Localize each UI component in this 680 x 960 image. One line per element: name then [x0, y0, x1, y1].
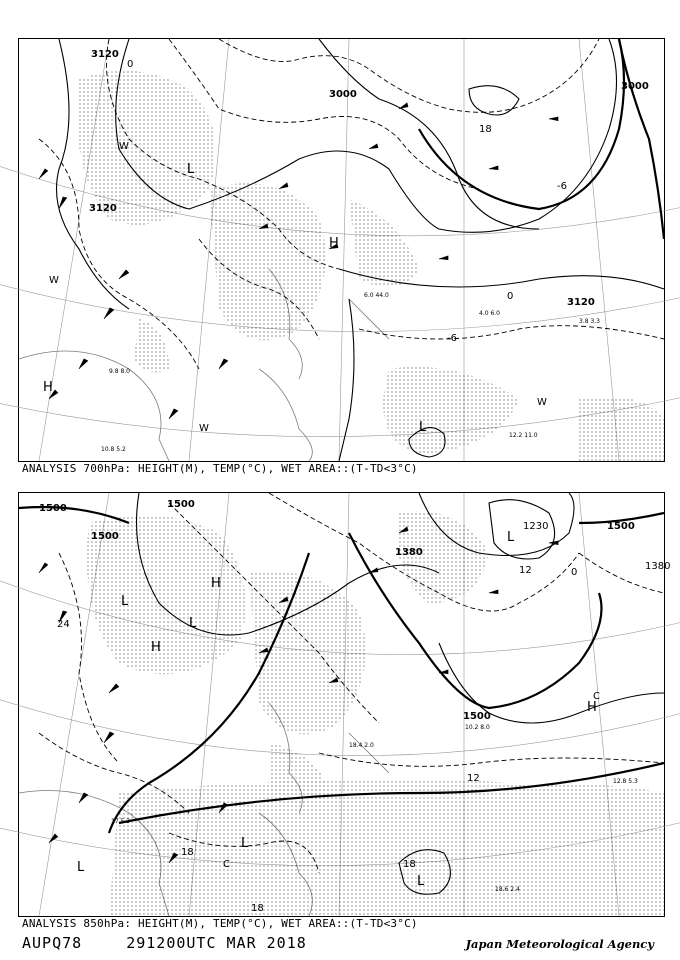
- map-panel-700hpa: [18, 38, 665, 462]
- height-label-1500-ne: 1500: [607, 521, 635, 532]
- temp-label-minus6-s: -6: [447, 333, 457, 344]
- low-system-850-sw: L: [77, 860, 85, 875]
- high-system-850-west: H: [151, 640, 161, 655]
- temp-label-0-n: 0: [127, 59, 134, 70]
- low-system-850-mid: L: [189, 616, 197, 631]
- temp-label-12-s: 12: [467, 773, 480, 784]
- high-system-850-mid: H: [211, 576, 221, 591]
- map-850hpa-canvas: [19, 493, 671, 916]
- obs-850-5: 17 5.2: [111, 818, 131, 825]
- obs-850-1: 18.4 2.0: [349, 742, 374, 749]
- obs-850-3: 18.6 2.4: [495, 886, 520, 893]
- height-label-3000-ne: 3000: [621, 81, 649, 92]
- low-system-850-ne: L: [507, 530, 515, 545]
- height-label-3000-n: 3000: [329, 89, 357, 100]
- temp-label-18-bottom: 18: [251, 903, 264, 914]
- cold-marker-850-east: C: [593, 691, 600, 702]
- low-system-700-south: L: [419, 420, 427, 435]
- obs-700-6: 10.8 5.2: [101, 446, 126, 453]
- height-contour-3000-bold: [419, 39, 664, 239]
- height-label-3120-w: 3120: [89, 203, 117, 214]
- obs-700-3: 4.0 6.0: [479, 310, 500, 317]
- high-system-700-west: H: [43, 380, 53, 395]
- product-line: [22, 934, 341, 952]
- obs-700-2: 3.8 3.3: [579, 318, 600, 325]
- low-system-850-center: L: [241, 836, 249, 851]
- height-label-1500-w: 1500: [91, 531, 119, 542]
- caption-700hpa: ANALYSIS 700hPa: HEIGHT(M), TEMP(°C), WET AREA::(T-TD<3°C): [22, 462, 418, 475]
- obs-850-2: 12.8 5.3: [613, 778, 638, 785]
- low-system-850-south: L: [417, 874, 425, 889]
- wet-area-700: [77, 71, 664, 461]
- agency-name: Japan Meteorological Agency: [465, 937, 654, 951]
- temp-label-0-ne: 0: [571, 567, 578, 578]
- temp-label-minus6-e: -6: [557, 181, 567, 192]
- temp-label-18-center: 18: [479, 124, 492, 135]
- temp-label-18-s: 18: [403, 859, 416, 870]
- map-700hpa-canvas: [19, 39, 664, 461]
- obs-700-1: 12.2 11.0: [509, 432, 538, 439]
- warm-marker-700-south: W: [199, 423, 209, 434]
- warm-marker-700-west: W: [119, 141, 129, 152]
- height-label-1380-center: 1380: [395, 547, 423, 558]
- valid-time: 291200UTC MAR 2018: [126, 934, 307, 952]
- low-system-850-west: L: [121, 594, 129, 609]
- temp-label-0-e: 0: [507, 291, 514, 302]
- map-panel-850hpa: [18, 492, 671, 917]
- high-system-700-center: H: [329, 236, 339, 251]
- obs-700-5: 9.8 8.0: [109, 368, 130, 375]
- height-label-3120-nw: 3120: [91, 49, 119, 60]
- low-system-700-west: L: [187, 162, 195, 177]
- height-label-3120-e: 3120: [567, 297, 595, 308]
- warm-marker-700-mid: W: [49, 275, 59, 286]
- obs-700-4: 6.0 44.0: [364, 292, 389, 299]
- height-label-1230-ne: 1230: [523, 521, 549, 532]
- obs-850-4: 10.2 8.0: [465, 724, 490, 731]
- temp-label-18-sw: 18: [181, 847, 194, 858]
- cold-marker-850-south: C: [223, 859, 230, 870]
- height-label-1500-center-s: 1500: [463, 711, 491, 722]
- height-label-1500-nw: 1500: [39, 503, 67, 514]
- height-label-1380-e: 1380: [645, 561, 671, 572]
- height-label-1500-n: 1500: [167, 499, 195, 510]
- temp-label-12-ne: 12: [519, 565, 532, 576]
- caption-850hpa: ANALYSIS 850hPa: HEIGHT(M), TEMP(°C), WET AREA::(T-TD<3°C): [22, 917, 418, 930]
- high-system-850-east: H: [587, 700, 597, 715]
- product-id: AUPQ78: [22, 934, 83, 952]
- warm-marker-700-se: W: [537, 397, 547, 408]
- temp-label-24-w: 24: [57, 619, 70, 630]
